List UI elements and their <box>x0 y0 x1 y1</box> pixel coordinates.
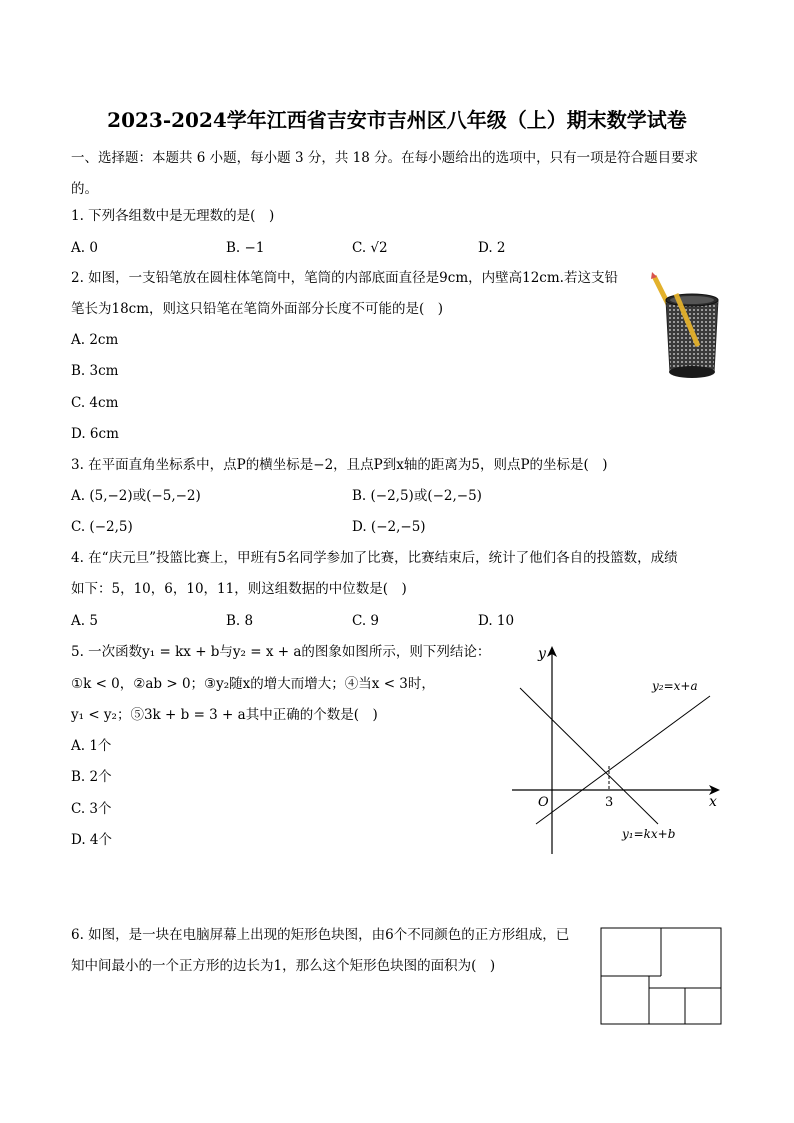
q3-option-b: B. (−2,5)或(−2,−5) <box>352 488 482 504</box>
q4-stem-line1: 4. 在“庆元旦”投篮比赛上，甲班有5名同学参加了比赛，比赛结束后，统计了他们各自的投篮数，成绩 <box>71 550 678 566</box>
page-title: 2023-2024学年江西省吉安市吉州区八年级（上）期末数学试卷 <box>107 108 687 132</box>
q4-stem-line2: 如下：5，10，6，10，11，则这组数据的中位数是( ) <box>71 581 407 597</box>
q4-option-b: B. 8 <box>226 613 254 629</box>
q5-stem-line1: 5. 一次函数y₁ = kx + b与y₂ = x + a的图象如图所示，则下列结论： <box>71 644 491 660</box>
q2-option-d: D. 6cm <box>71 426 119 442</box>
y-axis-label: y <box>538 646 546 662</box>
pencil-holder-icon <box>640 268 722 388</box>
q4-option-a: A. 5 <box>71 613 98 629</box>
q3-option-c: C. (−2,5) <box>71 519 133 535</box>
line-y2 <box>536 696 710 824</box>
q3-stem: 3. 在平面直角坐标系中，点P的横坐标是−2，且点P到x轴的距离为5，则点P的坐标是( ) <box>71 457 608 473</box>
q1-option-d: D. 2 <box>478 240 506 256</box>
q5-option-c: C. 3个 <box>71 801 112 817</box>
q5-function-graph <box>500 640 730 860</box>
section-heading-line2: 的。 <box>71 181 98 197</box>
q4-option-d: D. 10 <box>478 613 515 629</box>
q6-square-tiling-figure <box>600 927 724 1027</box>
q1-option-a: A. 0 <box>71 240 98 256</box>
q5-option-a: A. 1个 <box>71 738 112 754</box>
q5-stem-line3: y₁ < y₂；⑤3k + b = 3 + a其中正确的个数是( ) <box>71 707 378 723</box>
q2-option-b: B. 3cm <box>71 363 119 379</box>
q2-option-c: C. 4cm <box>71 395 119 411</box>
q2-stem-line2: 笔长为18cm，则这只铅笔在笔筒外面部分长度不可能的是( ) <box>71 301 444 317</box>
q5-option-d: D. 4个 <box>71 832 113 848</box>
q4-option-c: C. 9 <box>352 613 380 629</box>
q2-stem-line1: 2. 如图，一支铅笔放在圆柱体笔筒中，笔筒的内部底面直径是9cm，内壁高12cm.若这支铅 <box>71 270 618 286</box>
q3-option-d: D. (−2,−5) <box>352 519 426 535</box>
q6-stem-line2: 知中间最小的一个正方形的边长为1，那么这个矩形色块图的面积为( ) <box>71 958 496 974</box>
line-y2-label: y₂=x+a <box>652 679 698 693</box>
q6-stem-line1: 6. 如图，是一块在电脑屏幕上出现的矩形色块图，由6个不同颜色的正方形组成，已 <box>71 927 570 943</box>
q2-option-a: A. 2cm <box>71 332 119 348</box>
x-axis-label: x <box>709 794 717 810</box>
q5-option-b: B. 2个 <box>71 769 112 785</box>
q5-stem-line2: ①k < 0，②ab > 0；③y₂随x的增大而增大；④当x < 3时， <box>71 676 435 692</box>
q1-stem: 1. 下列各组数中是无理数的是( ) <box>71 208 275 224</box>
tick-label-3: 3 <box>605 795 614 810</box>
line-y1-label: y₁=kx+b <box>622 827 676 841</box>
q1-option-b: B. −1 <box>226 240 265 256</box>
q1-option-c: C. √2 <box>352 240 388 256</box>
section-heading-line1: 一、选择题：本题共 6 小题，每小题 3 分，共 18 分。在每小题给出的选项中，只有一项是符合题目要求 <box>71 150 699 166</box>
q3-option-a: A. (5,−2)或(−5,−2) <box>71 488 201 504</box>
origin-label: O <box>538 795 549 810</box>
